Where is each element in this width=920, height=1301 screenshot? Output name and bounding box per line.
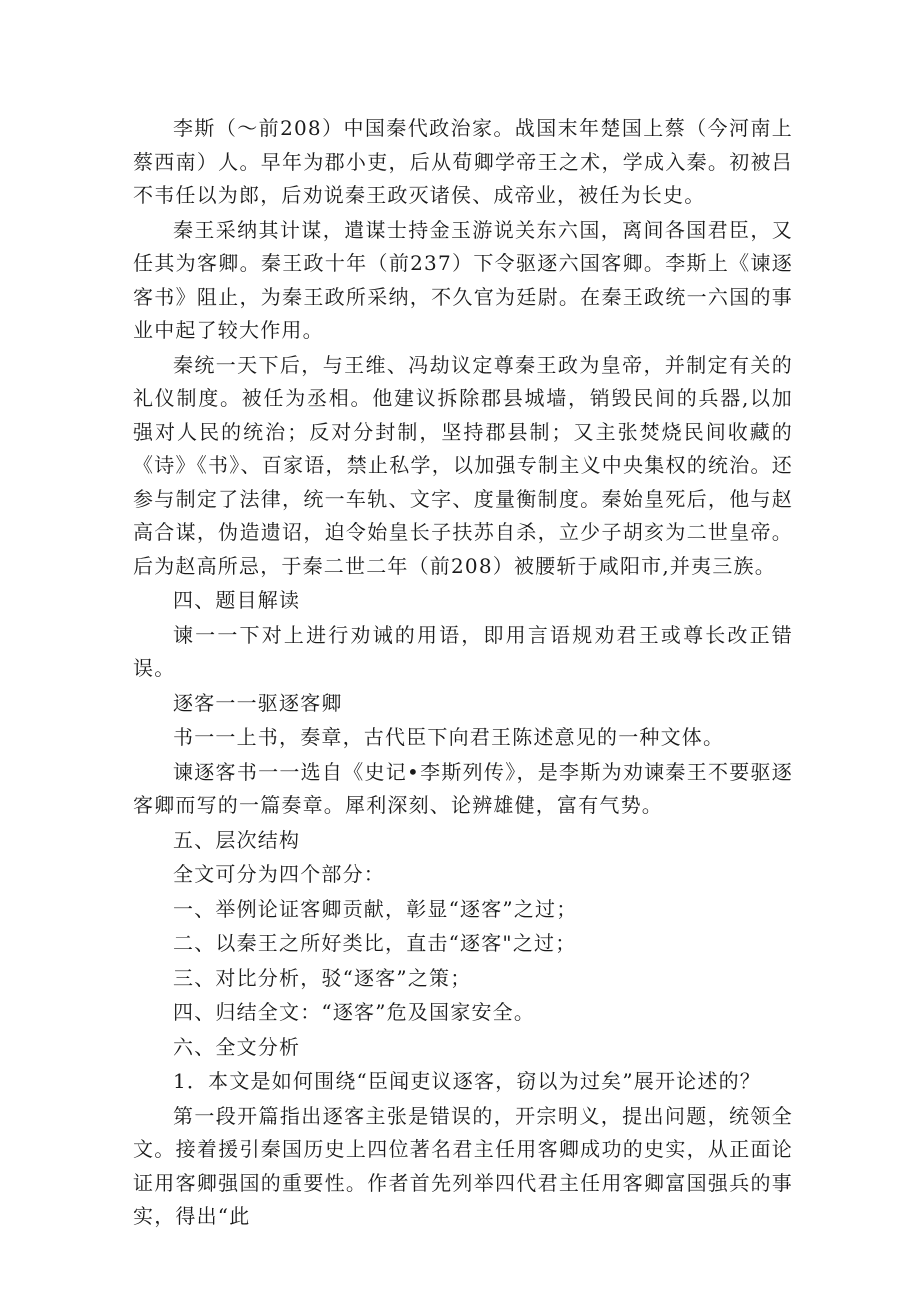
paragraph-guest-minister: 秦王采纳其计谋，遣谋士持金玉游说关东六国，离间各国君臣，又任其为客卿。秦王政十年（前237）下令驱逐六国客卿。李斯上《谏逐客书》阻止，为秦王政所采纳，不久官为廷尉。在秦王政统一六国的事业中起了较大作用。 (133, 217, 793, 342)
question-1: 1．本文是如何围绕“臣闻吏议逐客，窃以为过矣”展开论述的？ (173, 1069, 761, 1093)
list-item-part-1: 一、举例论证客卿贡献，彰显“逐客”之过； (173, 896, 578, 921)
document-body (133, 112, 793, 1234)
list-item-part-3: 三、对比分析，驳“逐客”之策； (173, 965, 472, 990)
heading-title-interpretation: 四、题目解读 (173, 588, 301, 612)
heading-analysis: 六、全文分析 (173, 1034, 301, 1059)
paragraph-li-si-bio: 李斯（～前208）中国秦代政治家。战国末年楚国上蔡（今河南上蔡西南）人。早年为郡小吏，后从荀卿学帝王之术，学成入秦。初被吕不韦任以为郎，后劝说秦王政灭诸侯、成帝业，被任为长史。 (133, 116, 793, 207)
paragraph-four-parts: 全文可分为四个部分： (173, 862, 385, 886)
paragraph-jian-definition: 谏一一下对上进行劝诫的用语，即用言语规劝君王或尊长改正错误。 (133, 622, 793, 680)
paragraph-full-title-definition: 谏逐客书一一选自《史记•李斯列传》，是李斯为劝谏秦王不要驱逐客卿而写的一篇奏章。犀利深刻、论辨雄健，富有气势。 (133, 759, 793, 817)
paragraph-analysis-1: 第一段开篇指出逐客主张是错误的，开宗明义，提出问题，统领全文。接着援引秦国历史上四位著名君主任用客卿成功的史实，从正面论证用客卿强国的重要性。作者首先列举四代君主任用客卿富国强兵的事实，得出“此 (133, 1103, 793, 1228)
heading-structure: 五、层次结构 (173, 827, 301, 852)
paragraph-shu-definition: 书一一上书，奏章，古代臣下向君王陈述意见的一种文体。 (173, 725, 725, 749)
paragraph-unification: 秦统一天下后，与王维、冯劫议定尊秦王政为皇帝，并制定有关的礼仪制度。被任为丞相。他建议拆除郡县城墙，销毁民间的兵器,以加强对人民的统治；反对分封制，坚持郡县制；又主张焚烧民间收藏的《诗》《书》、百家语，禁止私学，以加强专制主义中央集权的统治。还参与制定了法律，统一车轨、文字、度量衡制度。秦始皇死后，他与赵高合谋，伪造遗诏，迫令始皇长子扶苏自杀，立少子胡亥为二世皇帝。后为赵高所忌，于秦二世二年（前208）被腰斩于咸阳市,并夷三族。 (133, 352, 793, 578)
list-item-part-2: 二、以秦王之所好类比，直击“逐客"之过； (173, 931, 577, 955)
list-item-part-4: 四、归结全文：“逐客”危及国家安全。 (173, 1000, 536, 1024)
paragraph-zhuke-definition: 逐客一一驱逐客卿 (173, 690, 343, 715)
